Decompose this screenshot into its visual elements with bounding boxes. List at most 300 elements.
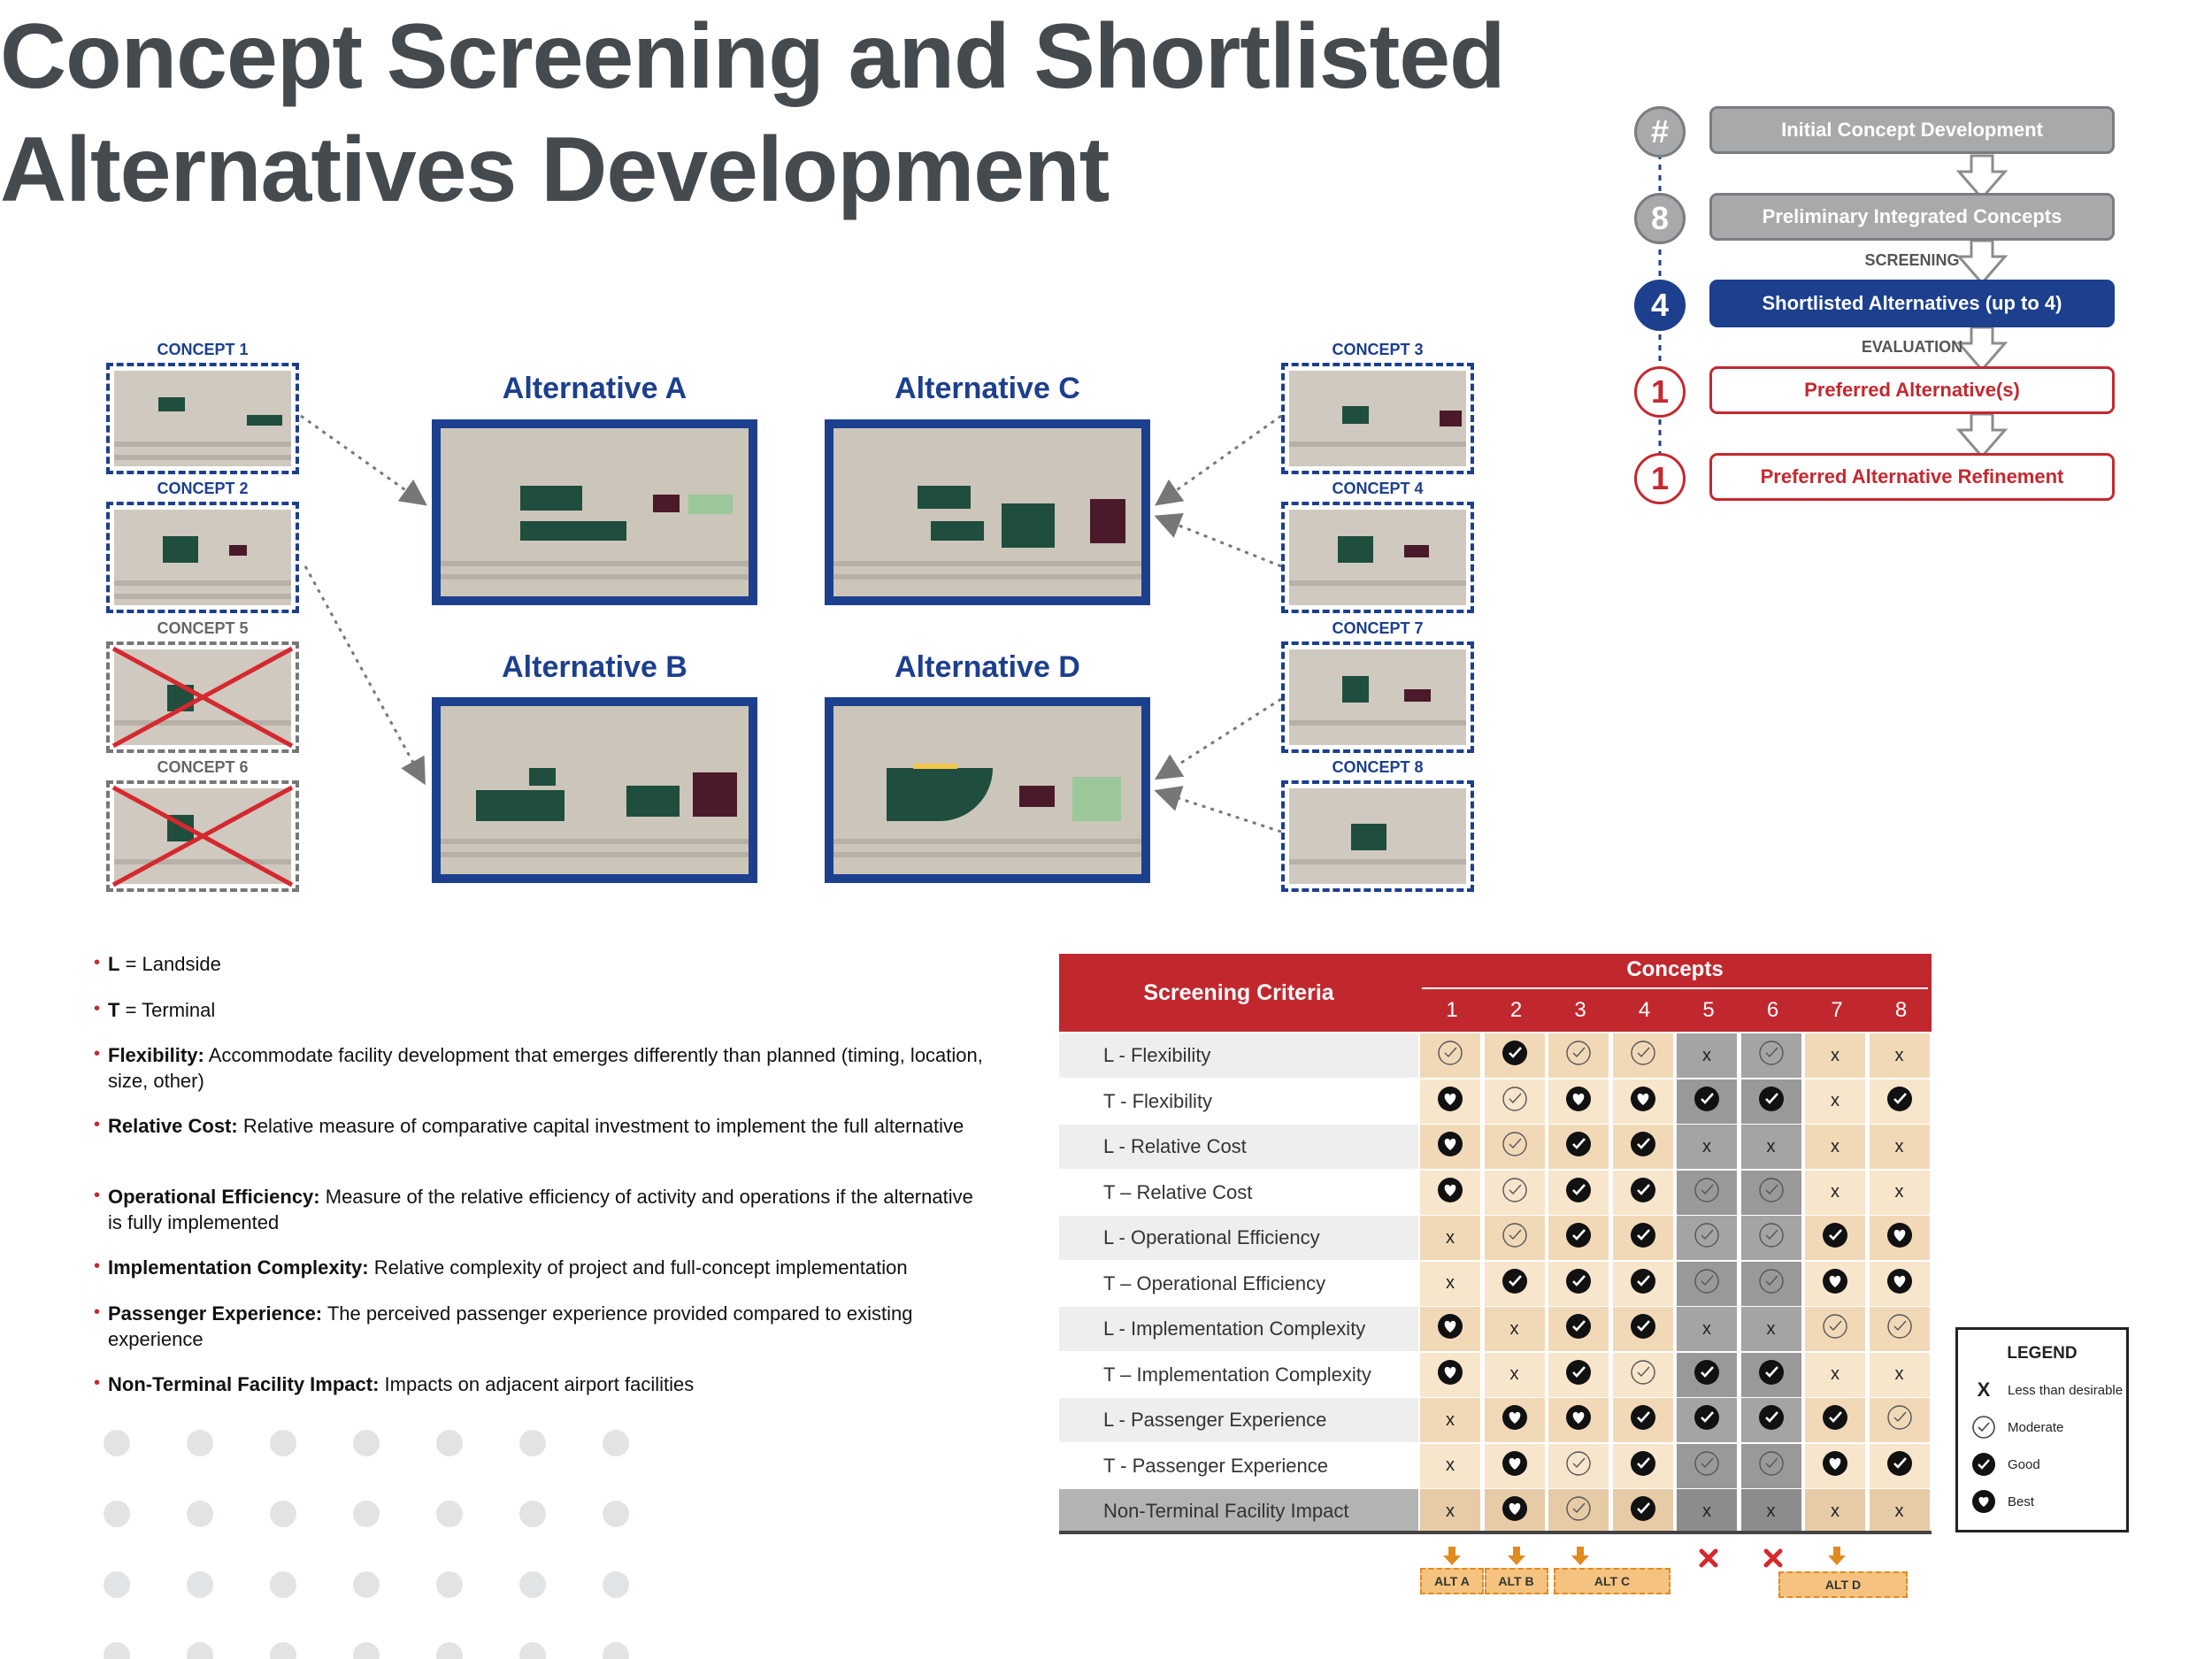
rating-cell (1870, 1125, 1932, 1169)
x-icon: x (1509, 1318, 1519, 1339)
evaluation-label: EVALUATION (1861, 338, 1963, 356)
rating-cell (1805, 1033, 1867, 1078)
good-check-icon (1502, 1040, 1528, 1071)
good-check-icon (1758, 1359, 1785, 1391)
good-check-icon (1758, 1404, 1785, 1436)
x-icon: x (1702, 1045, 1711, 1065)
decorative-dot (104, 1571, 130, 1598)
rating-cell (1805, 1353, 1867, 1397)
rating-cell (1677, 1489, 1739, 1533)
x-icon: x (1702, 1501, 1711, 1521)
title-line-1: Concept Screening and Shortlisted (0, 5, 1505, 108)
rating-cell (1485, 1307, 1547, 1351)
x-icon: x (1446, 1227, 1455, 1248)
good-check-icon (1565, 1177, 1592, 1209)
rating-cell (1870, 1171, 1932, 1215)
alternative-c-label: Alternative C (895, 372, 1080, 405)
criterion-label: T - Passenger Experience (1103, 1454, 1328, 1477)
best-heart-icon (1565, 1086, 1592, 1118)
legend-item-good (1970, 1448, 2040, 1480)
rating-cell (1741, 1489, 1803, 1533)
moderate-check-icon (1630, 1359, 1656, 1391)
decorative-dot (353, 1571, 380, 1598)
rating-cell (1485, 1353, 1547, 1397)
legend-item-less-than-desirable (1970, 1374, 2123, 1406)
best-heart-icon (1437, 1313, 1463, 1345)
rating-cell (1741, 1262, 1803, 1306)
x-icon: x (1894, 1045, 1904, 1065)
definition-term: Relative Cost: (108, 1115, 238, 1137)
legend-title: LEGEND (2007, 1344, 2078, 1363)
decorative-dot (353, 1642, 380, 1659)
process-step-5-number: 1 (1634, 453, 1686, 504)
moderate-check-icon (1970, 1414, 1997, 1440)
rating-cell (1805, 1216, 1867, 1260)
table-bottom-rule (1059, 1531, 1932, 1534)
rating-cell (1870, 1262, 1932, 1306)
criterion-label: Non-Terminal Facility Impact (1103, 1500, 1349, 1522)
x-icon: x (1766, 1136, 1776, 1156)
moderate-check-icon (1565, 1495, 1592, 1527)
header-screening-criteria: Screening Criteria (1143, 979, 1334, 1005)
rating-cell (1805, 1262, 1867, 1306)
x-icon: x (1894, 1501, 1904, 1521)
good-check-icon (1822, 1404, 1848, 1436)
moderate-check-icon (1565, 1040, 1592, 1071)
moderate-check-icon (1758, 1177, 1785, 1209)
definition-term: Passenger Experience: (108, 1302, 323, 1325)
definition-item (108, 1184, 984, 1235)
criterion-label: T – Operational Efficiency (1103, 1271, 1326, 1294)
criterion-label: L - Flexibility (1103, 1044, 1211, 1066)
definition-item (108, 1255, 984, 1280)
rating-cell (1805, 1489, 1867, 1533)
alternative-a-label: Alternative A (502, 372, 687, 405)
moderate-check-icon (1694, 1222, 1720, 1254)
concept-1-label: CONCEPT 1 (157, 341, 249, 358)
rating-cell (1870, 1033, 1932, 1078)
decorative-dot (603, 1501, 629, 1527)
moderate-check-icon (1822, 1313, 1848, 1345)
decorative-dot (270, 1501, 296, 1527)
rating-cell (1485, 1033, 1547, 1078)
decorative-dot (104, 1430, 130, 1456)
concept-4-label: CONCEPT 4 (1332, 480, 1424, 497)
best-heart-icon (1502, 1495, 1528, 1527)
decorative-dot (436, 1642, 463, 1659)
x-icon: x (1831, 1364, 1839, 1384)
moderate-check-icon (1758, 1222, 1785, 1254)
process-step-4-number: 1 (1634, 366, 1686, 418)
x-icon: x (1894, 1364, 1904, 1384)
title-line-2: Alternatives Development (0, 119, 1110, 221)
x-icon: x (1702, 1318, 1711, 1339)
rating-cell (1613, 1444, 1675, 1488)
decorative-dot (603, 1571, 629, 1598)
best-heart-icon (1437, 1359, 1463, 1391)
rating-cell (1613, 1125, 1675, 1169)
good-check-icon (1565, 1359, 1592, 1391)
decorative-dot (187, 1430, 213, 1456)
rating-cell (1805, 1398, 1867, 1442)
criterion-label: T – Implementation Complexity (1103, 1363, 1371, 1386)
rating-cell (1870, 1489, 1932, 1533)
good-check-icon (1694, 1404, 1720, 1436)
rating-cell (1741, 1171, 1803, 1215)
concept-3-label: CONCEPT 3 (1332, 341, 1424, 358)
rating-cell (1548, 1033, 1610, 1078)
rating-cell (1485, 1125, 1547, 1169)
concept-column-number: 5 (1702, 998, 1715, 1022)
moderate-check-icon (1630, 1040, 1656, 1071)
decorative-dot (270, 1430, 296, 1456)
x-icon: x (1766, 1501, 1776, 1521)
good-check-icon (1630, 1404, 1656, 1436)
best-heart-icon (1565, 1404, 1592, 1436)
rating-cell (1805, 1125, 1867, 1169)
decorative-dot (519, 1501, 546, 1527)
good-check-icon (1565, 1131, 1592, 1163)
decorative-dot (519, 1642, 546, 1659)
x-icon: x (1894, 1182, 1904, 1202)
process-step-3-number: 4 (1634, 280, 1686, 331)
rating-cell (1613, 1489, 1675, 1533)
moderate-check-icon (1565, 1450, 1592, 1482)
best-heart-icon (1502, 1404, 1528, 1436)
rating-cell (1485, 1489, 1547, 1533)
rating-cell (1485, 1216, 1547, 1260)
screening-label: SCREENING (1864, 251, 1960, 269)
concept-column-number: 4 (1638, 998, 1651, 1022)
decorative-dot (519, 1430, 546, 1456)
legend-label: Good (2008, 1456, 2040, 1472)
down-arrow-icon (1828, 1547, 1846, 1571)
process-step-1: Initial Concept Development (1709, 106, 2115, 154)
good-check-icon (1630, 1313, 1656, 1345)
moderate-check-icon (1886, 1313, 1913, 1345)
alternative-d-label: Alternative D (895, 650, 1080, 684)
rating-cell (1677, 1216, 1739, 1260)
process-step-1-number: # (1634, 106, 1686, 157)
moderate-check-icon (1502, 1177, 1528, 1209)
rating-cell (1870, 1398, 1932, 1442)
definition-text: = Landside (119, 953, 221, 975)
definition-item (108, 1042, 984, 1094)
moderate-check-icon (1758, 1040, 1785, 1071)
concept-5-label: CONCEPT 5 (157, 619, 249, 637)
best-heart-icon (1886, 1268, 1913, 1300)
good-check-icon (1630, 1268, 1656, 1300)
decorative-dot (187, 1501, 213, 1527)
best-heart-icon (1437, 1177, 1463, 1209)
rating-cell (1485, 1398, 1547, 1442)
good-check-icon (1886, 1450, 1913, 1482)
decorative-dot (603, 1642, 629, 1659)
rating-cell (1677, 1307, 1739, 1351)
rating-cell (1677, 1033, 1739, 1078)
concept-column-number: 2 (1509, 998, 1523, 1022)
decorative-dot (270, 1571, 296, 1598)
best-heart-icon (1630, 1086, 1656, 1118)
best-heart-icon (1437, 1131, 1463, 1163)
rating-cell (1485, 1079, 1547, 1124)
rating-cell (1548, 1489, 1610, 1533)
rating-cell (1548, 1398, 1610, 1442)
decorative-dot (603, 1430, 629, 1456)
rating-cell (1741, 1307, 1803, 1351)
best-heart-icon (1886, 1222, 1913, 1254)
definition-item (108, 1113, 984, 1139)
x-icon: x (1702, 1136, 1711, 1156)
good-check-icon (1630, 1450, 1656, 1482)
x-icon: x (1894, 1136, 1904, 1156)
rating-cell (1548, 1444, 1610, 1488)
rating-cell (1420, 1353, 1482, 1397)
x-icon: x (1446, 1409, 1455, 1430)
eliminated-x-icon (1699, 1548, 1718, 1572)
rating-cell (1677, 1398, 1739, 1442)
concept-2-label: CONCEPT 2 (157, 480, 249, 497)
best-heart-icon (1970, 1488, 1997, 1515)
eliminated-x-icon (1763, 1548, 1783, 1572)
decorative-dot (353, 1430, 380, 1456)
rating-cell (1741, 1125, 1803, 1169)
x-icon: x (1446, 1501, 1455, 1521)
rating-cell (1548, 1171, 1610, 1215)
definition-term: L (108, 953, 120, 975)
rating-cell (1420, 1125, 1482, 1169)
rating-cell (1485, 1444, 1547, 1488)
definition-term: Flexibility: (108, 1044, 204, 1066)
rating-cell (1548, 1262, 1610, 1306)
rating-cell (1548, 1353, 1610, 1397)
best-heart-icon (1502, 1450, 1528, 1482)
process-step-3: Shortlisted Alternatives (up to 4) (1709, 280, 2115, 327)
rating-cell (1420, 1262, 1482, 1306)
rating-cell (1805, 1307, 1867, 1351)
rating-cell (1677, 1079, 1739, 1124)
decorative-dot (436, 1430, 463, 1456)
rating-cell (1420, 1398, 1482, 1442)
good-check-icon (1630, 1495, 1656, 1527)
rating-cell (1741, 1353, 1803, 1397)
criterion-label: L - Relative Cost (1103, 1135, 1247, 1157)
rating-cell (1548, 1307, 1610, 1351)
concept-8-label: CONCEPT 8 (1332, 758, 1424, 776)
rating-cell (1741, 1216, 1803, 1260)
moderate-check-icon (1886, 1404, 1913, 1436)
x-icon: x (1766, 1318, 1776, 1339)
rating-cell (1805, 1079, 1867, 1124)
good-check-icon (1886, 1086, 1913, 1118)
definition-text: = Terminal (119, 999, 216, 1021)
screening-table (1059, 954, 1935, 1538)
rating-cell (1870, 1353, 1932, 1397)
moderate-check-icon (1437, 1040, 1463, 1071)
header-concepts: Concepts (1626, 957, 1724, 981)
definition-text: Relative complexity of project and full-concept implementation (368, 1256, 908, 1279)
decorative-dot (187, 1571, 213, 1598)
rating-cell (1420, 1033, 1482, 1078)
legend (1955, 1327, 2129, 1532)
good-check-icon (1565, 1313, 1592, 1345)
decorative-dot (104, 1642, 130, 1659)
definition-text: Accommodate facility development that emerges differently than planned (timing, location, size, other) (108, 1044, 983, 1092)
rating-cell (1805, 1444, 1867, 1488)
rating-cell (1613, 1171, 1675, 1215)
best-heart-icon (1822, 1450, 1848, 1482)
moderate-check-icon (1694, 1177, 1720, 1209)
concept-column-number: 7 (1831, 998, 1843, 1022)
definition-term: Implementation Complexity: (108, 1256, 369, 1279)
definition-term: Non-Terminal Facility Impact: (108, 1373, 380, 1395)
x-icon: X (1977, 1379, 1991, 1401)
criterion-label: L - Implementation Complexity (1103, 1317, 1366, 1340)
good-check-icon (1565, 1222, 1592, 1254)
moderate-check-icon (1694, 1268, 1720, 1300)
x-icon: x (1509, 1364, 1519, 1384)
definition-text: Relative measure of comparative capital investment to implement the full alternative (237, 1115, 964, 1137)
process-step-2: Preliminary Integrated Concepts (1709, 193, 2115, 241)
best-heart-icon (1437, 1086, 1463, 1118)
good-check-icon (1822, 1222, 1848, 1254)
rating-cell (1420, 1079, 1482, 1124)
alt-badge: ALT C (1554, 1568, 1671, 1594)
rating-cell (1741, 1079, 1803, 1124)
rating-cell (1420, 1216, 1482, 1260)
rating-cell (1613, 1216, 1675, 1260)
rating-cell (1613, 1353, 1675, 1397)
decorative-dot (104, 1501, 130, 1527)
rating-cell (1677, 1262, 1739, 1306)
concept-6-label: CONCEPT 6 (157, 758, 249, 776)
best-heart-icon (1822, 1268, 1848, 1300)
down-arrow-icon (1571, 1547, 1589, 1571)
x-icon: x (1831, 1182, 1839, 1202)
criterion-label: L - Passenger Experience (1103, 1409, 1327, 1431)
rating-cell (1613, 1262, 1675, 1306)
moderate-check-icon (1758, 1268, 1785, 1300)
alt-badge: ALT B (1485, 1568, 1548, 1594)
legend-label: Less than desirable (2008, 1382, 2124, 1398)
header-divider (1422, 987, 1928, 989)
alt-badge: ALT D (1778, 1571, 1908, 1598)
rating-cell (1613, 1307, 1675, 1351)
x-icon: x (1446, 1455, 1455, 1475)
good-check-icon (1694, 1086, 1720, 1118)
decorative-dot (519, 1571, 546, 1598)
rating-cell (1548, 1216, 1610, 1260)
definition-item (108, 1301, 984, 1352)
rating-cell (1677, 1171, 1739, 1215)
definition-text: The perceived passenger experience provided compared to existing experience (108, 1302, 913, 1350)
rating-cell (1870, 1216, 1932, 1260)
x-icon: x (1831, 1136, 1839, 1156)
process-step-4: Preferred Alternative(s) (1709, 366, 2115, 414)
rating-cell (1741, 1033, 1803, 1078)
definition-text: Impacts on adjacent airport facilities (379, 1373, 695, 1395)
x-icon: x (1446, 1273, 1455, 1293)
definition-item (108, 951, 984, 977)
concept-column-number: 1 (1446, 998, 1458, 1022)
legend-item-moderate (1970, 1411, 2063, 1443)
rating-cell (1485, 1171, 1547, 1215)
rating-cell (1870, 1307, 1932, 1351)
moderate-check-icon (1694, 1450, 1720, 1482)
criterion-label: L - Operational Efficiency (1103, 1226, 1320, 1248)
good-check-icon (1502, 1268, 1528, 1300)
down-arrow-icon (1443, 1547, 1461, 1571)
definition-text: Measure of the relative efficiency of activity and operations if the alternative is fully implemented (108, 1186, 973, 1233)
rating-cell (1420, 1307, 1482, 1351)
moderate-check-icon (1502, 1086, 1528, 1118)
x-icon: x (1831, 1501, 1839, 1521)
down-arrow-icon (1508, 1547, 1525, 1571)
rating-cell (1741, 1444, 1803, 1488)
rating-cell (1870, 1079, 1932, 1124)
process-step-2-number: 8 (1634, 193, 1686, 244)
definition-item (108, 997, 984, 1023)
definition-term: Operational Efficiency: (108, 1186, 320, 1208)
rating-cell (1805, 1171, 1867, 1215)
good-check-icon (1630, 1222, 1656, 1254)
alternative-b-label: Alternative B (502, 650, 687, 684)
legend-label: Best (2008, 1494, 2035, 1509)
decorative-dot (270, 1642, 296, 1659)
decorative-dot (436, 1501, 463, 1527)
criterion-label: T – Relative Cost (1103, 1180, 1253, 1203)
rating-cell (1548, 1125, 1610, 1169)
rating-cell (1420, 1489, 1482, 1533)
alt-badge: ALT A (1420, 1568, 1484, 1594)
concept-7-label: CONCEPT 7 (1332, 619, 1424, 637)
rating-cell (1677, 1444, 1739, 1488)
good-check-icon (1694, 1359, 1720, 1391)
decorative-dot (436, 1571, 463, 1598)
decorative-dot (353, 1501, 380, 1527)
decorative-dot-grid (97, 1429, 646, 1659)
moderate-check-icon (1502, 1131, 1528, 1163)
good-check-icon (1970, 1451, 1997, 1478)
definition-item (108, 1371, 984, 1397)
rating-cell (1548, 1079, 1610, 1124)
concept-column-number: 6 (1766, 998, 1779, 1022)
definition-term: T (108, 999, 120, 1021)
rating-cell (1677, 1125, 1739, 1169)
rating-cell (1420, 1444, 1482, 1488)
process-step-5: Preferred Alternative Refinement (1709, 453, 2115, 501)
x-icon: x (1831, 1045, 1839, 1065)
criterion-label: T - Flexibility (1103, 1089, 1213, 1112)
moderate-check-icon (1758, 1450, 1785, 1482)
rating-cell (1741, 1398, 1803, 1442)
decorative-dot (187, 1642, 213, 1659)
legend-label: Moderate (2008, 1419, 2064, 1435)
rating-cell (1420, 1171, 1482, 1215)
good-check-icon (1630, 1131, 1656, 1163)
good-check-icon (1758, 1086, 1785, 1118)
rating-cell (1677, 1353, 1739, 1397)
rating-cell (1613, 1398, 1675, 1442)
legend-item-best (1970, 1486, 2034, 1517)
concept-column-number: 8 (1894, 998, 1908, 1022)
concept-column-number: 3 (1574, 998, 1586, 1022)
good-check-icon (1630, 1177, 1656, 1209)
rating-cell (1870, 1444, 1932, 1488)
rating-cell (1613, 1033, 1675, 1078)
x-icon: x (1831, 1091, 1839, 1110)
moderate-check-icon (1502, 1222, 1528, 1254)
